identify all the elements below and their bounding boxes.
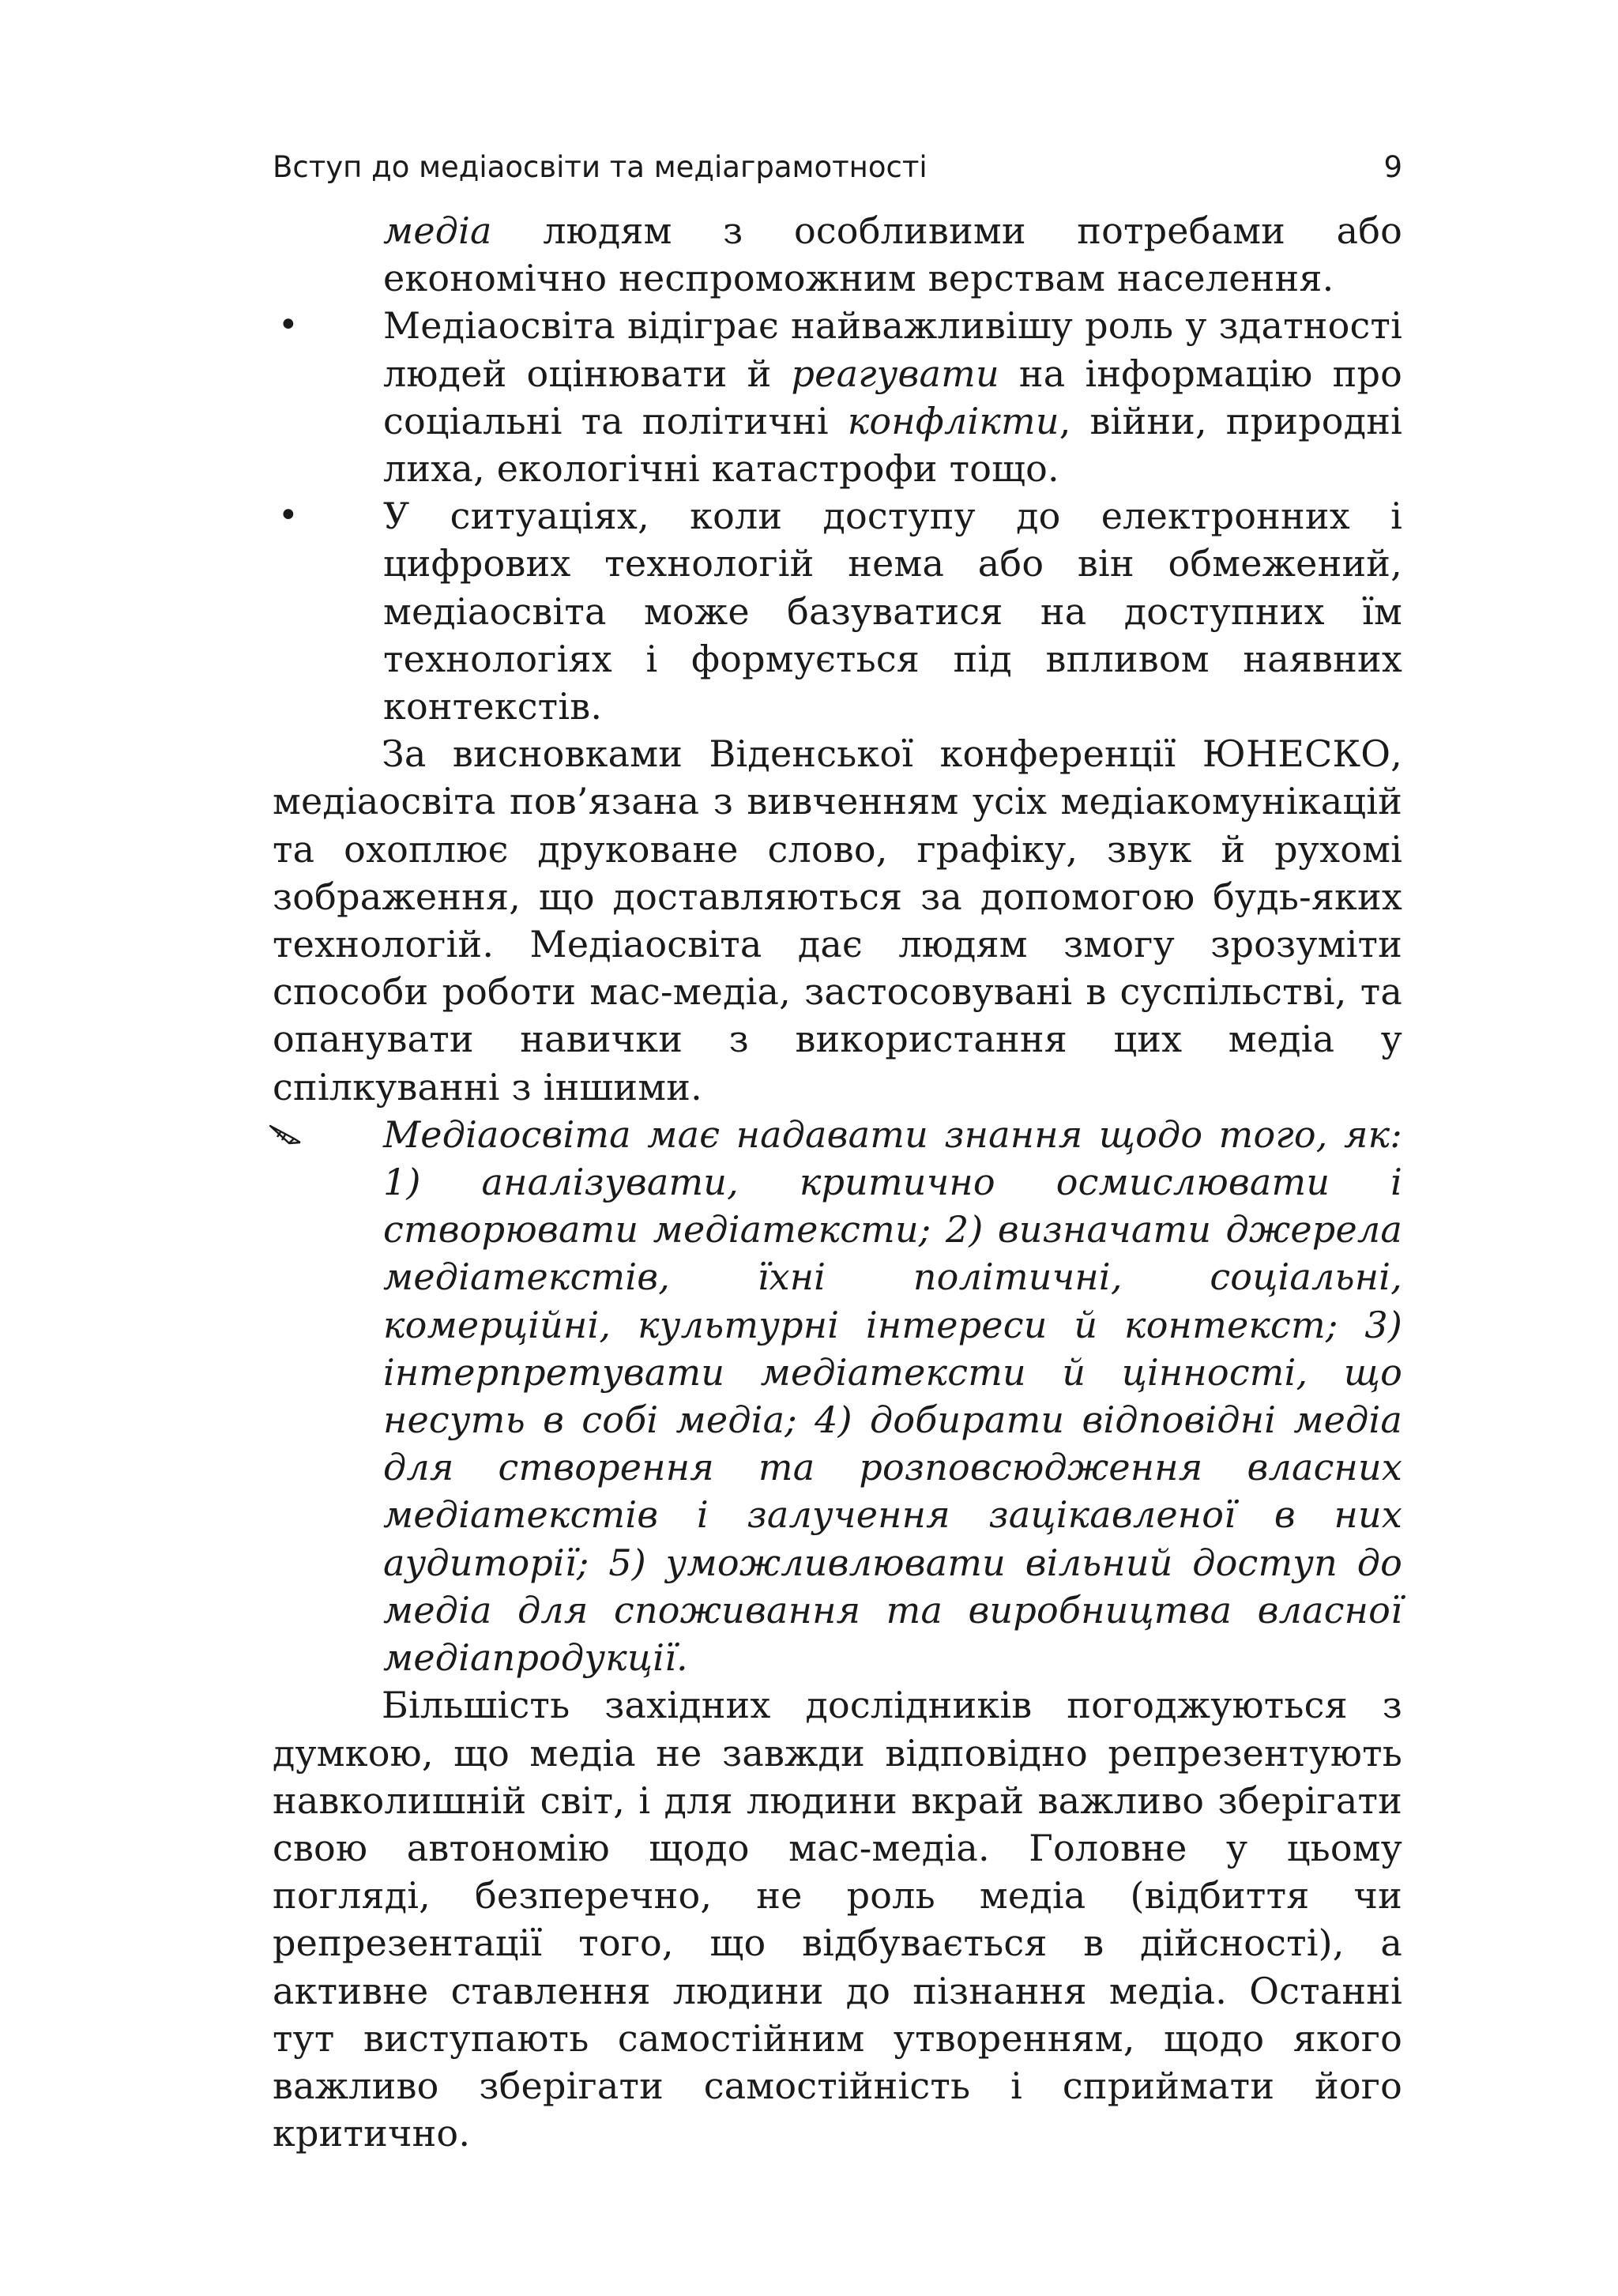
emphasis-word: медіа — [383, 209, 492, 252]
bullet-marker: • — [277, 495, 299, 536]
list-item-text: У ситуаціях, коли доступу до електронних і цифрових технологій нема або він обмежений, медіаосвіта може базуватися на доступних їм технологіях і формується під впливом наявних контекстів. — [383, 495, 1402, 728]
list-item-text: Медіаосвіта відіграє найважливішу роль у здатності людей оцінювати й — [383, 304, 1402, 395]
emphasis-word: конфлікти — [847, 399, 1059, 442]
running-header — [273, 144, 1402, 191]
bullet-marker: • — [277, 305, 299, 346]
note-text: Медіаосвіта має надавати знання щодо того, як: 1) аналізувати, критично осмислювати і створювати медіатексти; 2) визначати джерела медіатекстів, їхні політичні, соціальні, комерційні, культурні інтереси й контекст; 3) інтерпретувати медіатексти й цінності, що несуть в собі медіа; 4) добирати відповідні медіа для створення та розповсюдження власних медіатекстів і залучення зацікавленої в них аудиторії; 5) уможливлювати вільний доступ до медіа для споживання та виробництва власної медіапродукції. — [383, 1112, 1402, 1680]
continued-list-item — [273, 207, 1402, 302]
page-body — [273, 207, 1402, 2157]
note-block — [273, 1111, 1402, 1681]
running-header-title: Вступ до медіаосвіти та медіаграмотності — [273, 150, 928, 184]
list-item-text: людям з особливими потребами або економічно неспроможним верствам населення. — [383, 209, 1402, 300]
paragraph: За висновками Віденської конференції ЮНЕСКО, медіаосвіта пов’язана з вивченням усіх медіакомунікацій та охоплює друковане слово, графіку, звук й рухомі зображення, що доставляються за допомогою будь-яких технологій. Медіаосвіта дає людям змогу зрозуміти способи роботи мас-медіа, застосовувані в суспільстві, та опанувати навички з використання цих медіа у спілкуванні з іншими. — [273, 732, 1402, 1108]
page-number: 9 — [1383, 150, 1402, 184]
paragraph: Більшість західних дослідників погоджуються з думкою, що медіа не завжди відповідно репрезентують навколишній світ, і для людини вкрай важливо зберігати свою автономію щодо мас-медіа. Головне у цьому погляді, безперечно, не роль медіа (відбиття чи репрезентації того, що відбувається в дійсності), а активне ставлення людини до пізнання медіа. Останні тут виступають самостійним утворенням, щодо якого важливо зберігати самостійність і сприймати його критично. — [273, 1684, 1402, 2155]
emphasis-word: реагувати — [791, 352, 999, 395]
list-item — [273, 302, 1402, 492]
list-item-text: на інформацію про соціальні та політичні — [383, 352, 1402, 442]
list-item — [273, 492, 1402, 730]
list-item-text: , війни, природні лиха, екологічні катастрофи тощо. — [383, 399, 1402, 491]
